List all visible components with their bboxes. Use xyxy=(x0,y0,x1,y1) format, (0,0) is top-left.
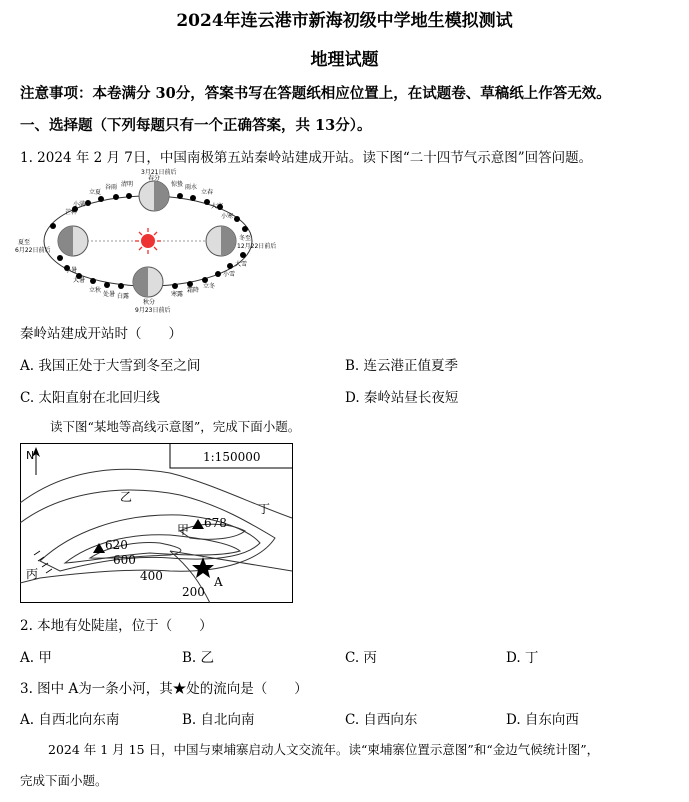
exam-subtitle: 地理试题 xyxy=(310,50,379,70)
label-top-date: 3月21日前后 xyxy=(141,169,177,176)
svg-text:雨水: 雨水 xyxy=(185,184,198,191)
svg-text:小满: 小满 xyxy=(73,201,86,208)
sun-icon xyxy=(135,228,161,254)
label-left-date: 6月22日前后 xyxy=(15,247,51,254)
q1-option-d[interactable]: D. 秦岭站昼长夜短 xyxy=(345,390,459,406)
label-ding: 丁 xyxy=(258,502,271,516)
label-A: A xyxy=(214,575,223,589)
svg-text:小寒: 小寒 xyxy=(221,213,234,220)
label-contour-200: 200 xyxy=(182,585,205,599)
q4-intro-line1: 2024 年 1 月 15 日，中国与柬埔寨启动人文交流年。读“柬埔寨位置示意图”和“金边气候统计图”， xyxy=(48,742,600,757)
label-yi: 乙 xyxy=(120,490,133,504)
svg-text:立秋: 立秋 xyxy=(89,287,102,294)
earth-right-icon xyxy=(206,226,236,256)
svg-text:大雪: 大雪 xyxy=(235,261,248,268)
label-jia: 甲 xyxy=(177,523,190,537)
q3-option-a[interactable]: A. 自西北向东南 xyxy=(20,712,120,728)
label-peak-620: 620 xyxy=(105,538,128,552)
label-left-term: 夏至 xyxy=(18,239,31,246)
label-right-date: 12月22日前后 xyxy=(237,243,277,250)
svg-text:立春: 立春 xyxy=(201,189,214,196)
q1-stem: 1. 2024 年 2 月 7日，中国南极第五站秦岭站建成开站。读下图“二十四节气示意图”回答问题。 xyxy=(20,150,593,166)
q1-option-b[interactable]: B. 连云港正值夏季 xyxy=(345,358,459,374)
svg-text:小暑: 小暑 xyxy=(65,267,78,274)
contour-map xyxy=(20,443,295,605)
label-bottom-term: 秋分 xyxy=(143,299,156,306)
q1-option-a[interactable]: A. 我国正处于大雪到冬至之间 xyxy=(20,358,201,374)
q3-option-c[interactable]: C. 自西向东 xyxy=(345,712,418,728)
exam-notice: 注意事项：本卷满分 30分，答案书写在答题纸相应位置上，在试题卷、草稿纸上作答无效。 xyxy=(20,85,611,102)
q2-option-d[interactable]: D. 丁 xyxy=(506,650,539,666)
label-top-term: 春分 xyxy=(148,175,161,182)
q1-question: 秦岭站建成开站时（ ） xyxy=(20,326,182,342)
label-contour-400: 400 xyxy=(140,569,163,583)
label-bing: 丙 xyxy=(26,567,39,581)
svg-text:小雪: 小雪 xyxy=(223,271,236,278)
svg-text:白露: 白露 xyxy=(117,293,130,300)
q2-option-a[interactable]: A. 甲 xyxy=(20,650,52,666)
q3-option-d[interactable]: D. 自东向西 xyxy=(506,712,579,728)
svg-text:霜降: 霜降 xyxy=(187,287,200,294)
earth-left-icon xyxy=(58,226,88,256)
q3-option-b[interactable]: B. 自北向南 xyxy=(182,712,255,728)
q2-option-b[interactable]: B. 乙 xyxy=(182,650,215,666)
svg-text:处暑: 处暑 xyxy=(103,291,116,298)
scale-label: 1:150000 xyxy=(203,450,261,464)
svg-text:芒种: 芒种 xyxy=(65,209,78,216)
q1-option-c[interactable]: C. 太阳直射在北回归线 xyxy=(20,390,160,406)
label-right-term: 冬至 xyxy=(239,235,252,242)
earth-top-icon xyxy=(139,181,169,211)
solar-terms-diagram xyxy=(15,164,285,314)
q2-option-c[interactable]: C. 丙 xyxy=(345,650,377,666)
svg-text:大寒: 大寒 xyxy=(211,203,224,210)
label-peak-678: 678 xyxy=(204,516,227,530)
contour-intro: 读下图“某地等高线示意图”，完成下面小题。 xyxy=(50,419,301,434)
svg-text:立冬: 立冬 xyxy=(203,283,216,290)
exam-title: 2024年连云港市新海初级中学地生模拟测试 xyxy=(176,11,513,31)
svg-text:立夏: 立夏 xyxy=(89,189,102,196)
q2-stem: 2. 本地有处陡崖，位于（ ） xyxy=(20,618,213,634)
q3-stem: 3. 图中 A为一条小河，其★处的流向是（ ） xyxy=(20,681,308,697)
q4-intro-line2: 完成下面小题。 xyxy=(20,773,108,788)
section-heading: 一、选择题（下列每题只有一个正确答案，共 13分）。 xyxy=(20,117,372,134)
svg-text:寒露: 寒露 xyxy=(171,291,184,298)
svg-text:惊蛰: 惊蛰 xyxy=(171,181,184,188)
label-contour-600: 600 xyxy=(113,553,136,567)
svg-text:清明: 清明 xyxy=(121,181,134,188)
earth-bottom-icon xyxy=(133,267,163,297)
svg-text:谷雨: 谷雨 xyxy=(105,184,118,191)
label-bottom-date: 9月23日前后 xyxy=(135,307,171,314)
north-label: N xyxy=(26,449,35,462)
svg-text:大暑: 大暑 xyxy=(73,277,86,284)
